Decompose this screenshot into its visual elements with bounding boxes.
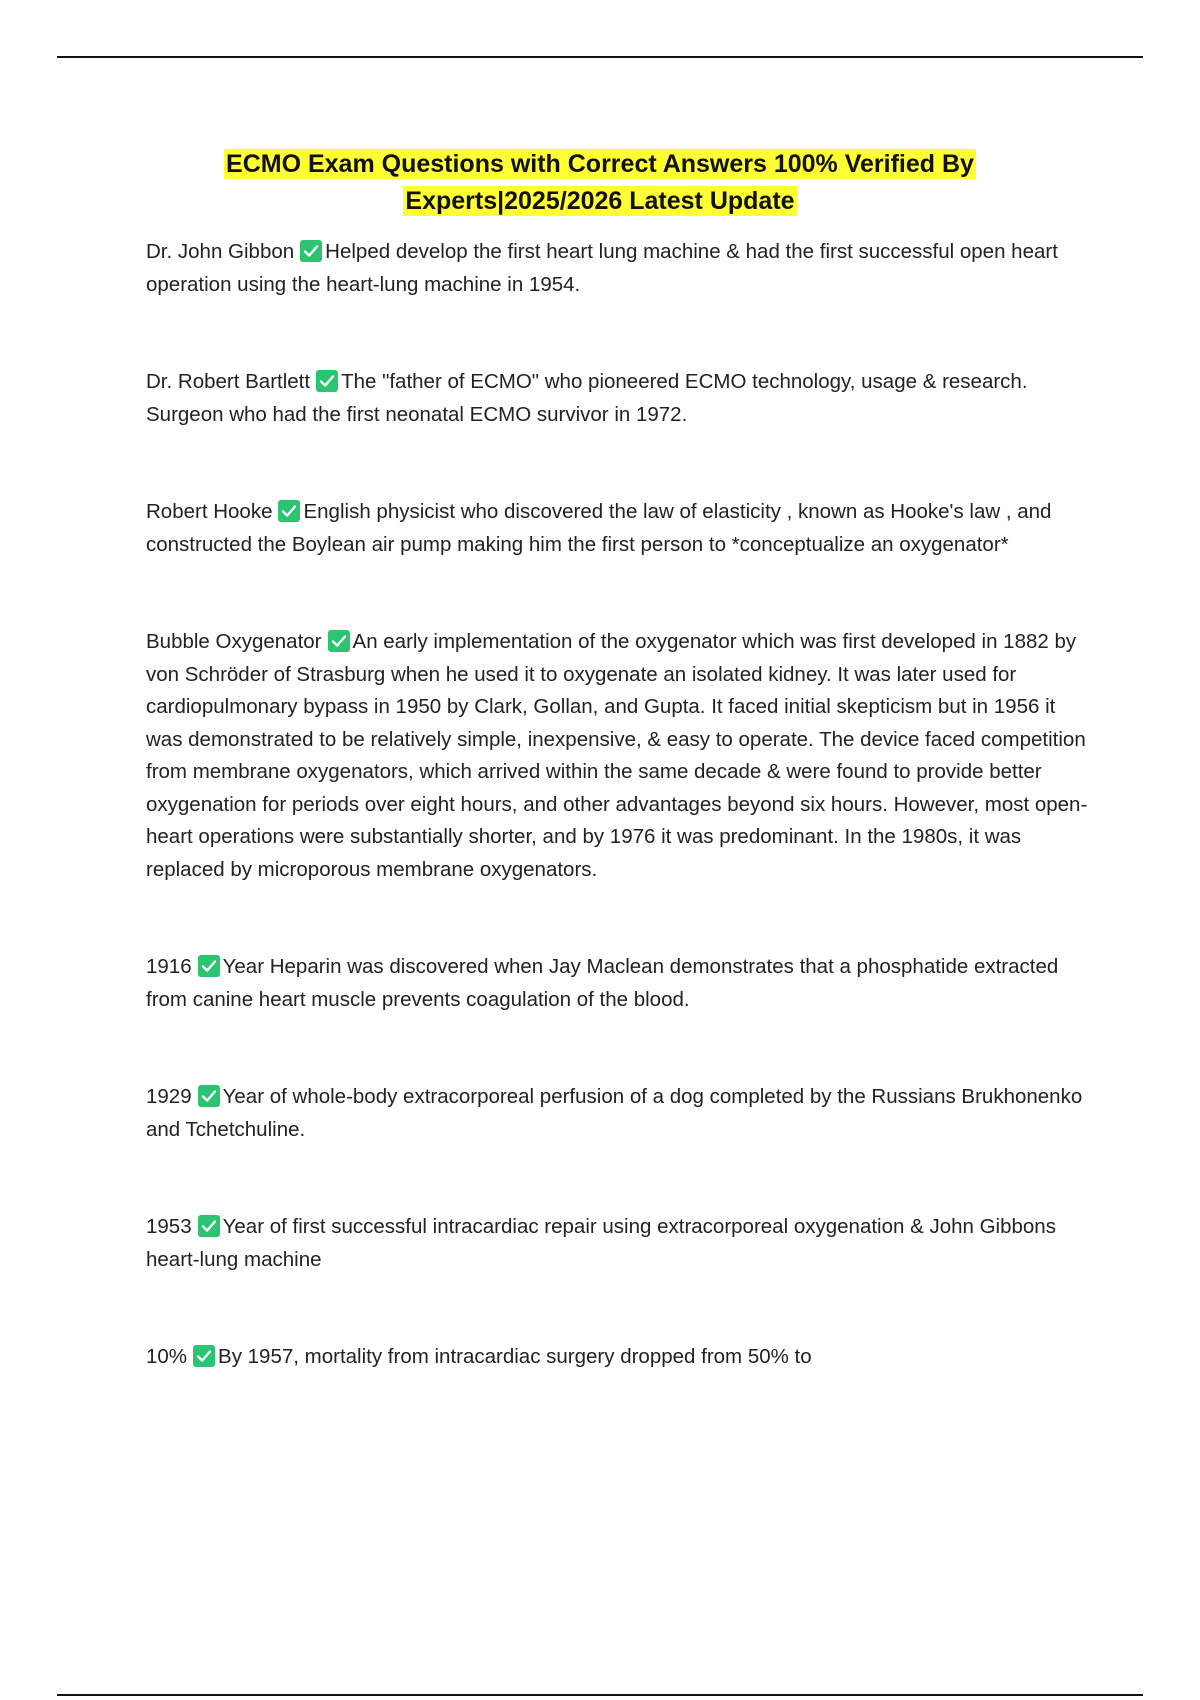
entry-answer: Year of first successful intracardiac repair using extracorporeal oxygenation & John Gibbons heart-lung machine [146,1215,1056,1271]
list-item [146,626,1094,886]
entry-answer: Year Heparin was discovered when Jay Maclean demonstrates that a phosphatide extracted from canine heart muscle prevents coagulation of the blood. [146,955,1059,1011]
entry-answer: Year of whole-body extracorporeal perfusion of a dog completed by the Russians Brukhonenko and Tchetchuline. [146,1085,1083,1141]
green-check-box-icon [198,1085,220,1107]
list-item [146,366,1094,431]
entry-answer: English physicist who discovered the law of elasticity , known as Hooke's law , and constructed the Boylean air pump making him the first person to *conceptualize an oxygenator* [146,500,1052,556]
green-check-box-icon [198,955,220,977]
bottom-rule [57,1694,1143,1696]
list-item [146,1081,1094,1146]
entry-term: Robert Hooke [146,500,273,523]
top-rule [57,56,1143,58]
entry-term: 10% [146,1345,188,1368]
entry-term: Bubble Oxygenator [146,630,322,653]
entry-answer: Helped develop the first heart lung machine & had the first successful open heart operation using the heart-lung machine in 1954. [146,240,1058,296]
entry-term: Dr. John Gibbon [146,240,295,263]
entry-answer: An early implementation of the oxygenator which was first developed in 1882 by von Schröder of Strasburg when he used it to oxygenate an isolated kidney. It was later used for cardiopulmonary bypass in 1950 by Clark, Gollan, and Gupta. It faced initial skepticism but in 1956 it was demonstrated to be relatively simple, inexpensive, & easy to operate. The device faced competition from membrane oxygenators, which arrived within the same decade & were found to provide better oxygenation for periods over eight hours, and other advantages beyond six hours. However, most open-heart operations were substantially shorter, and by 1976 it was predominant. In the 1980s, it was replaced by microporous membrane oxygenators. [146,630,1088,881]
entry-term: Dr. Robert Bartlett [146,370,311,393]
green-check-box-icon [193,1345,215,1367]
entry-answer: By 1957, mortality from intracardiac surgery dropped from 50% to [218,1345,812,1368]
list-item [146,1211,1094,1276]
title-line-1: ECMO Exam Questions with Correct Answers 100% Verified By [226,150,974,178]
entry-term: 1953 [146,1215,192,1238]
entry-answer: The "father of ECMO" who pioneered ECMO technology, usage & research. Surgeon who had the first neonatal ECMO survivor in 1972. [146,370,1028,426]
green-check-box-icon [328,630,350,652]
green-check-box-icon [300,240,322,262]
green-check-box-icon [316,370,338,392]
green-check-box-icon [198,1215,220,1237]
list-item [146,236,1094,301]
page-title [100,146,1100,220]
list-item [146,496,1094,561]
flashcard-list [146,236,1094,1374]
list-item [146,1341,1094,1374]
entry-term: 1929 [146,1085,192,1108]
title-line-2: Experts|2025/2026 Latest Update [405,187,795,215]
green-check-box-icon [278,500,300,522]
entry-term: 1916 [146,955,192,978]
list-item [146,951,1094,1016]
